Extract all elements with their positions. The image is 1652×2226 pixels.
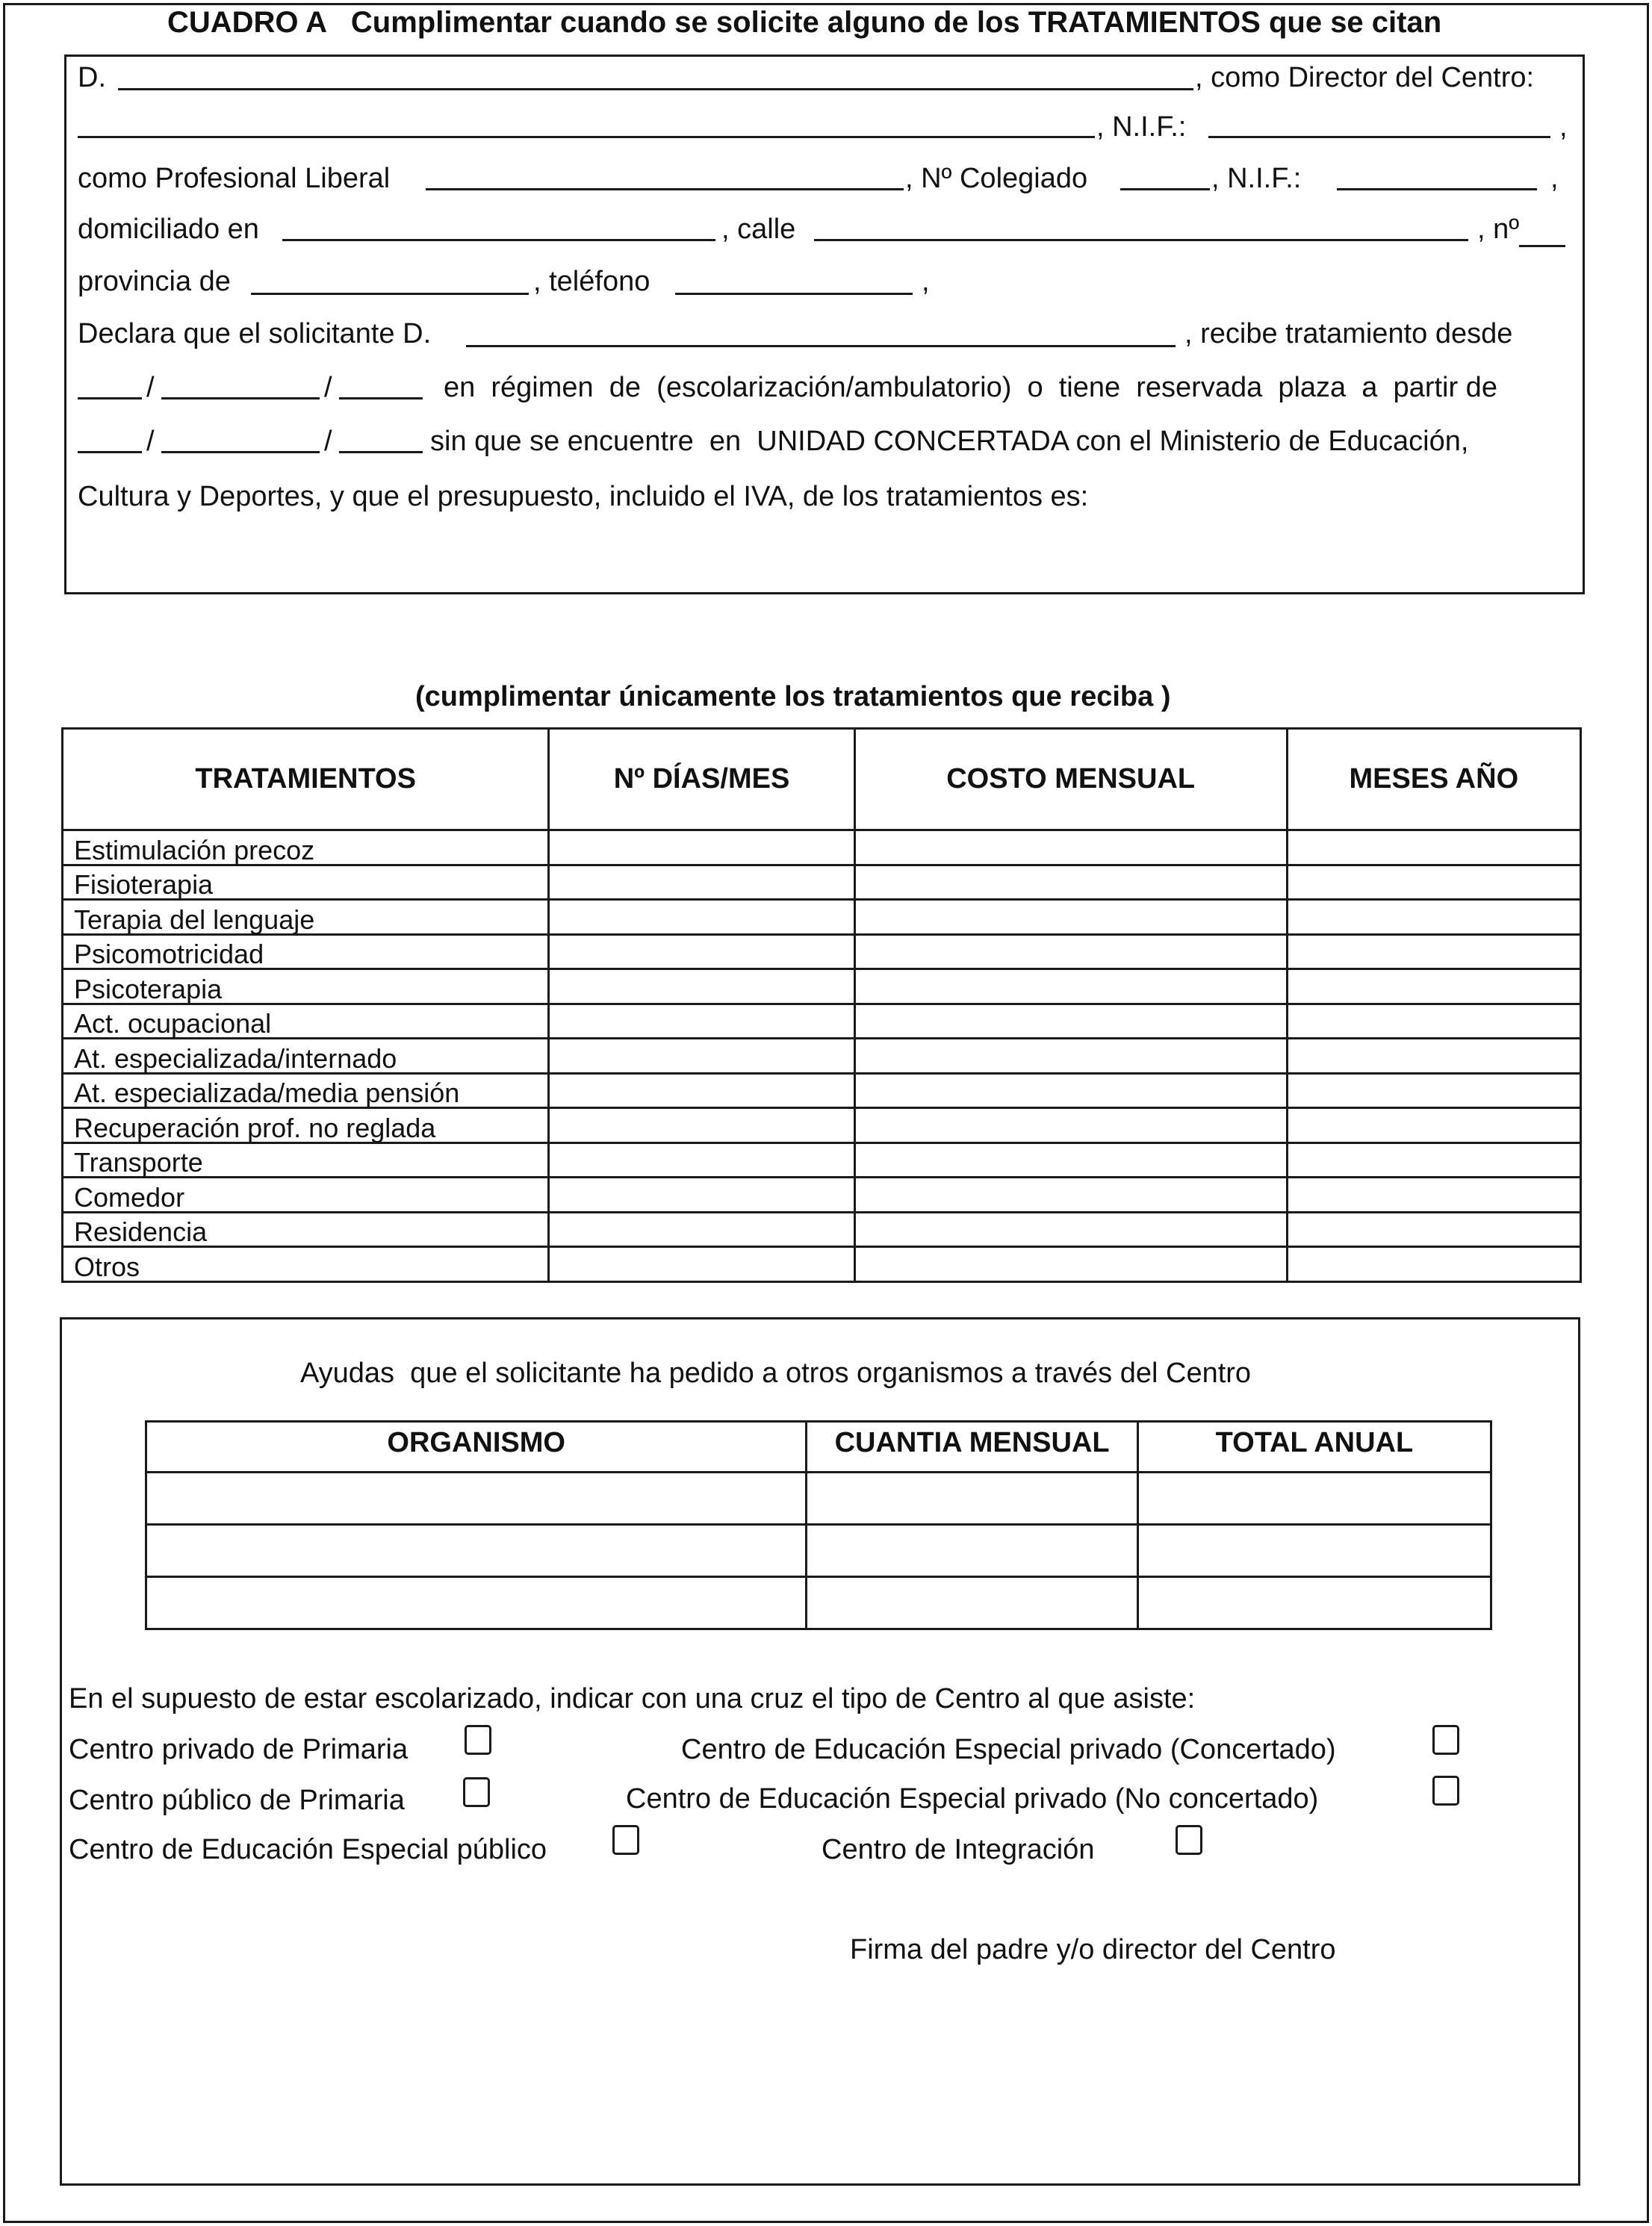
costo-cell[interactable] [854,1004,1287,1039]
d-prefix: D. [78,62,106,93]
profesional-label: como Profesional Liberal [78,163,391,194]
dias-cell[interactable] [549,1108,854,1143]
table-row [146,1473,1491,1525]
line2-end: , [1559,111,1568,143]
meses-cell[interactable] [1287,1004,1580,1039]
meses-cell[interactable] [1287,865,1580,900]
column-header: COSTO MENSUAL [854,729,1287,830]
meses-cell[interactable] [1287,969,1580,1004]
dias-cell[interactable] [549,934,854,969]
costo-cell[interactable] [854,1178,1287,1213]
dias-cell[interactable] [549,1142,854,1178]
dias-cell[interactable] [549,830,854,865]
table-row [63,934,1581,969]
treatment-name: Psicomotricidad [63,934,549,969]
centro-prompt: En el supuesto de estar escolarizado, indicar con una cruz el tipo de Centro al que asiste: [69,1683,1196,1714]
cuantia-cell[interactable] [807,1473,1137,1525]
table-row [63,1247,1581,1282]
option-label: Centro de Integración [822,1834,1095,1865]
dias-cell[interactable] [549,969,854,1004]
unidad-label: sin que se encuentre en UNIDAD CONCERTADA con el Ministerio de Educación, [430,426,1469,457]
column-header: MESES AÑO [1287,729,1580,830]
declara-label: Declara que el solicitante D. [78,318,432,349]
dias-cell[interactable] [549,1178,854,1213]
column-header: TRATAMIENTOS [63,729,549,830]
option-label: Centro privado de Primaria [69,1734,409,1765]
column-header: CUANTIA MENSUAL [807,1422,1137,1473]
table-row [146,1525,1491,1577]
costo-cell[interactable] [854,1212,1287,1247]
treatment-name: Estimulación precoz [63,830,549,865]
costo-cell[interactable] [854,934,1287,969]
recibe-label: , recibe tratamiento desde [1184,318,1513,349]
profesional-field[interactable] [426,188,904,190]
dias-cell[interactable] [549,1247,854,1282]
costo-cell[interactable] [854,865,1287,900]
regimen-label: en régimen de (escolarización/ambulatorio) o tiene reservada plaza a partir de [444,372,1497,403]
total-cell[interactable] [1137,1577,1491,1629]
treatment-name: Otros [63,1247,549,1282]
checkbox-especial-no-concertado[interactable] [1432,1776,1459,1806]
domicilio-field[interactable] [282,239,715,241]
costo-cell[interactable] [854,969,1287,1004]
treatment-name: Fisioterapia [63,865,549,900]
checkbox-especial-publico[interactable] [612,1825,639,1855]
table-row [63,830,1581,865]
nif-field[interactable] [1208,136,1550,138]
option-label: Centro de Educación Especial público [69,1834,547,1865]
organismo-cell[interactable] [146,1577,807,1629]
solicitante-field[interactable] [466,345,1176,347]
director-name-field[interactable] [118,88,1193,90]
meses-cell[interactable] [1287,1247,1580,1282]
director-label: , como Director del Centro: [1195,62,1535,93]
meses-cell[interactable] [1287,1073,1580,1108]
treatment-name: Recuperación prof. no reglada [63,1108,549,1143]
treatment-name: Terapia del lenguaje [63,900,549,935]
dias-cell[interactable] [549,1073,854,1108]
costo-cell[interactable] [854,900,1287,935]
dias-cell[interactable] [549,865,854,900]
column-header: Nº DÍAS/MES [549,729,854,830]
numero-label: , nº [1477,214,1520,245]
desde-dia-field[interactable] [78,397,142,400]
table-row [63,1004,1581,1039]
costo-cell[interactable] [854,1039,1287,1074]
treatment-name: Transporte [63,1142,549,1178]
calle-label: , calle [721,214,796,245]
reserva-anio-field[interactable] [339,451,423,453]
table-row [63,1178,1581,1213]
table-header-row [146,1422,1491,1473]
organismo-cell[interactable] [146,1473,807,1525]
ayudas-title: Ayudas que el solicitante ha pedido a otros organismos a través del Centro [300,1358,1252,1389]
column-header: ORGANISMO [146,1422,807,1473]
nif2-field[interactable] [1337,188,1537,190]
table-row [63,1039,1581,1074]
meses-cell[interactable] [1287,830,1580,865]
option-label: Centro de Educación Especial privado (Concertado) [681,1734,1336,1765]
dias-cell[interactable] [549,900,854,935]
total-cell[interactable] [1137,1473,1491,1525]
table-row [63,900,1581,935]
option-label: Centro de Educación Especial privado (No concertado) [626,1783,1319,1815]
treatments-table [61,727,1582,1283]
provincia-label: provincia de [78,266,231,297]
checkbox-especial-concertado[interactable] [1432,1725,1459,1755]
date-slash: / [146,372,155,403]
signature-area[interactable] [807,1979,1479,2158]
meses-cell[interactable] [1287,1212,1580,1247]
centro-name-field[interactable] [78,136,1095,138]
treatment-name: Act. ocupacional [63,1004,549,1039]
domiciliado-label: domiciliado en [78,214,259,245]
provincia-field[interactable] [251,293,529,295]
dias-cell[interactable] [549,1004,854,1039]
telefono-field[interactable] [675,293,913,295]
treatment-name: At. especializada/internado [63,1039,549,1074]
table-row [146,1577,1491,1629]
page-title: CUADRO A Cumplimentar cuando se solicite alguno de los TRATAMIENTOS que se citan [167,6,1442,39]
line3-end: , [1550,163,1559,194]
reserva-dia-field[interactable] [78,451,142,453]
organismo-cell[interactable] [146,1525,807,1577]
date-slash: / [324,372,332,403]
treatments-subtitle: (cumplimentar únicamente los tratamientos que reciba ) [415,681,1171,712]
colegiado-field[interactable] [1120,188,1210,190]
option-label: Centro público de Primaria [69,1785,405,1816]
total-cell[interactable] [1137,1525,1491,1577]
desde-anio-field[interactable] [339,397,423,400]
cultura-label: Cultura y Deportes, y que el presupuesto, incluido el IVA, de los tratamientos es: [78,481,1089,512]
costo-cell[interactable] [854,830,1287,865]
checkbox-publico-primaria[interactable] [463,1777,490,1807]
meses-cell[interactable] [1287,1178,1580,1213]
table-row [63,1142,1581,1178]
treatment-name: Comedor [63,1178,549,1213]
meses-cell[interactable] [1287,1108,1580,1143]
cuantia-cell[interactable] [807,1525,1137,1577]
meses-cell[interactable] [1287,900,1580,935]
table-header-row [63,729,1581,830]
table-row [63,1212,1581,1247]
meses-cell[interactable] [1287,1039,1580,1074]
treatment-name: At. especializada/media pensión [63,1073,549,1108]
costo-cell[interactable] [854,1073,1287,1108]
column-header: TOTAL ANUAL [1137,1422,1491,1473]
checkbox-privado-primaria[interactable] [465,1725,491,1755]
table-row [63,865,1581,900]
treatment-name: Psicoterapia [63,969,549,1004]
ayudas-table [145,1420,1492,1630]
dias-cell[interactable] [549,1039,854,1074]
costo-cell[interactable] [854,1108,1287,1143]
calle-field[interactable] [814,239,1468,241]
nif2-label: , N.I.F.: [1211,163,1302,194]
signature-label: Firma del padre y/o director del Centro [850,1934,1336,1965]
checkbox-integracion[interactable] [1176,1825,1202,1855]
table-row [63,969,1581,1004]
cuantia-cell[interactable] [807,1577,1137,1629]
numero-field[interactable] [1519,245,1565,247]
date-slash: / [146,426,155,457]
table-row [63,1073,1581,1108]
meses-cell[interactable] [1287,934,1580,969]
line5-end: , [922,266,930,297]
desde-mes-field[interactable] [161,397,320,400]
reserva-mes-field[interactable] [161,451,320,453]
nif-label: , N.I.F.: [1096,111,1187,143]
meses-cell[interactable] [1287,1142,1580,1178]
telefono-label: , teléfono [533,266,650,297]
costo-cell[interactable] [854,1247,1287,1282]
treatment-name: Residencia [63,1212,549,1247]
dias-cell[interactable] [549,1212,854,1247]
date-slash: / [324,426,332,457]
colegiado-label: , Nº Colegiado [905,163,1088,194]
table-row [63,1108,1581,1143]
costo-cell[interactable] [854,1142,1287,1178]
